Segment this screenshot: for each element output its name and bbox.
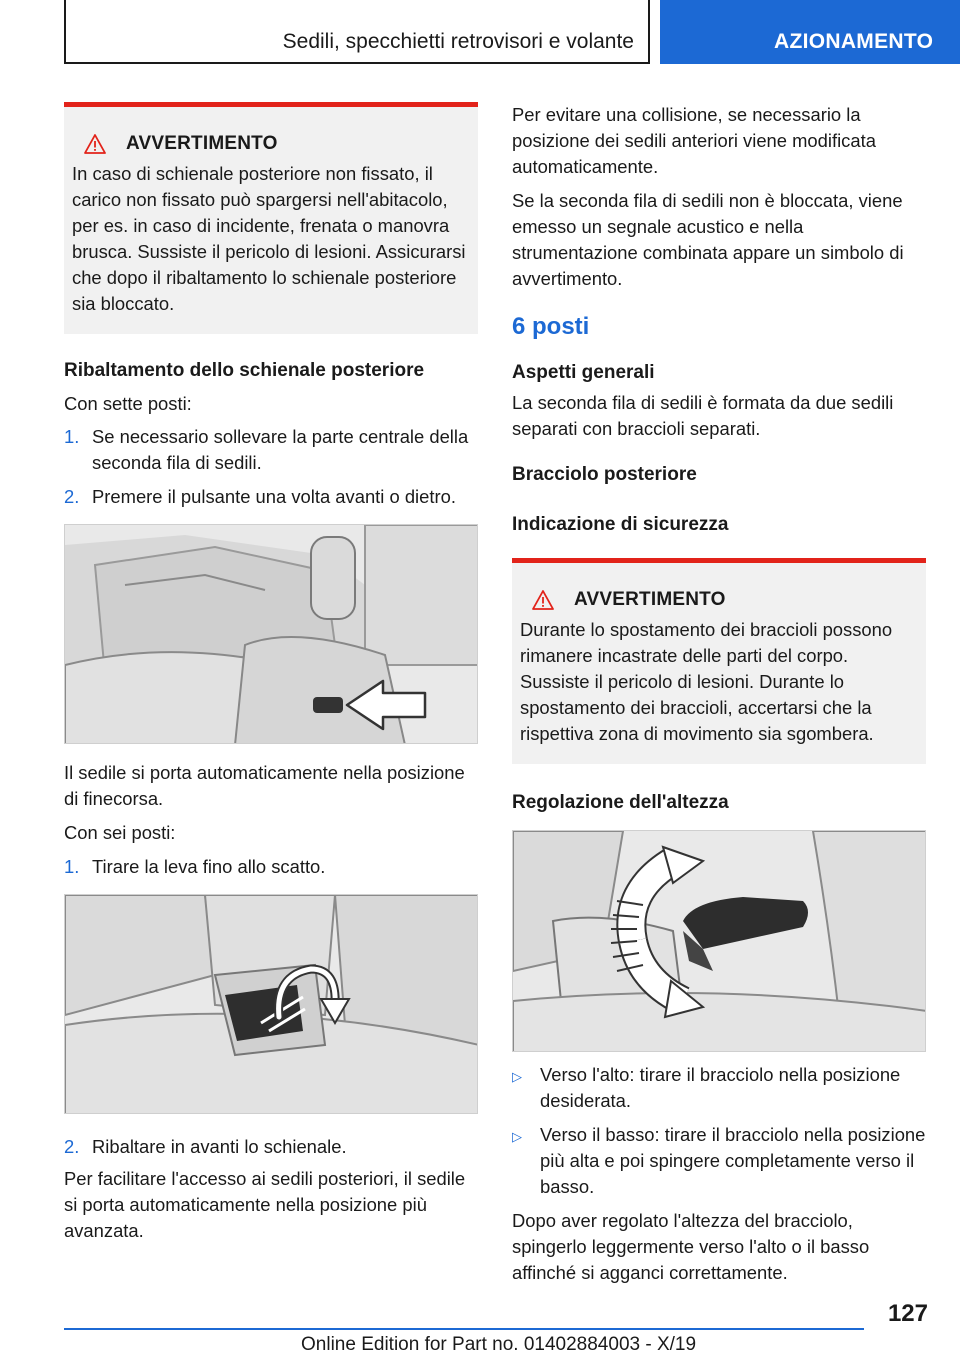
step-text: Ribaltare in avanti lo schienale. bbox=[92, 1136, 347, 1157]
seat-auto-position-text: Il sedile si porta automaticamente nella posizione di finecorsa. bbox=[64, 762, 465, 809]
footer-edition: Online Edition for Part no. 01402884003 - X/19 bbox=[301, 1334, 697, 1355]
seven-seats-label: Con sette posti: bbox=[64, 393, 192, 414]
closing-text-right: Dopo aver regolato l'altezza del bracciolo, spingerlo leggermente verso l'alto o il basso affinché si agganci correttamente. bbox=[512, 1210, 870, 1283]
warning-title: AVVERTIMENTO bbox=[574, 589, 726, 610]
warning-title: AVVERTIMENTO bbox=[126, 133, 278, 154]
header-section-box bbox=[64, 0, 650, 64]
step-text: Premere il pulsante una volta avanti o dietro. bbox=[92, 486, 456, 507]
step-item bbox=[64, 854, 478, 880]
heading-general: Aspetti generali bbox=[512, 362, 655, 383]
steps-six-list-a bbox=[64, 854, 478, 880]
heading-height-adjust: Regolazione dell'altezza bbox=[512, 792, 729, 813]
step-number: 2. bbox=[64, 486, 80, 507]
warning-header bbox=[84, 133, 470, 155]
unlocked-warning-text: Se la seconda fila di sedili non è bloccata, viene emesso un segnale acustico e nella strumentazione combinata appare un simbolo di avvertimento. bbox=[512, 190, 904, 289]
height-adjust-list bbox=[512, 1062, 926, 1200]
warning-box bbox=[64, 102, 478, 334]
step-number: 1. bbox=[64, 426, 80, 447]
bullet-item bbox=[512, 1122, 926, 1200]
page-header bbox=[0, 0, 960, 64]
page-number: 127 bbox=[887, 1300, 928, 1327]
step-text: Se necessario sollevare la parte centrale della seconda fila di sedili. bbox=[92, 426, 469, 473]
closing-text-left: Per facilitare l'accesso ai sedili posteriori, il sedile si porta automaticamente nella posizione più avanzata. bbox=[64, 1168, 466, 1241]
chapter-label: AZIONAMENTO bbox=[774, 30, 934, 53]
heading-safety: Indicazione di sicurezza bbox=[512, 514, 729, 535]
triangle-bullet-icon: ▷ bbox=[512, 1129, 522, 1144]
step-number: 2. bbox=[64, 1136, 80, 1157]
bullet-text: Verso il basso: tirare il bracciolo nella posizione più alta e poi spingere completamente verso il basso. bbox=[540, 1124, 926, 1197]
chapter-tab bbox=[660, 0, 960, 64]
warning-text: In caso di schienale posteriore non fissato, il carico non fissato può spargersi nell'abitacolo, per es. in caso di incidente, frenata o manovra brusca. Sussiste il pericolo di lesioni. Assicurarsi che dopo il ribaltamento lo schienale posteriore sia bloccato. bbox=[72, 163, 466, 314]
section-heading-6-seats: 6 posti bbox=[512, 313, 590, 340]
step-item bbox=[64, 424, 478, 476]
heading-fold-backrest: Ribaltamento dello schienale posteriore bbox=[64, 360, 425, 381]
warning-triangle-icon bbox=[84, 134, 106, 154]
heading-armrest: Bracciolo posteriore bbox=[512, 464, 697, 485]
section-title: Sedili, specchietti retrovisori e volante bbox=[282, 30, 634, 53]
step-item bbox=[64, 1134, 478, 1160]
photo-seat-button bbox=[64, 524, 478, 744]
warning-header bbox=[532, 589, 918, 611]
warning-text: Durante lo spostamento dei braccioli possono rimanere incastrate delle parti del corpo. Sussiste il pericolo di lesioni. Durante lo spostamento dei braccioli, accertarsi che la rispettiva zona di movimento sia sgombera. bbox=[520, 619, 893, 744]
bullet-text: Verso l'alto: tirare il bracciolo nella posizione desiderata. bbox=[540, 1064, 901, 1111]
warning-triangle-icon bbox=[532, 590, 554, 610]
steps-seven-list bbox=[64, 424, 478, 510]
left-column bbox=[64, 102, 478, 1244]
photo-armrest-height bbox=[512, 830, 926, 1052]
general-text: La seconda fila di sedili è formata da due sedili separati con braccioli separati. bbox=[512, 392, 894, 439]
step-text: Tirare la leva fino allo scatto. bbox=[92, 856, 326, 877]
footer-rule bbox=[64, 1328, 864, 1330]
photo-seat-lever bbox=[64, 894, 478, 1114]
triangle-bullet-icon: ▷ bbox=[512, 1069, 522, 1084]
step-item bbox=[64, 484, 478, 510]
collision-text: Per evitare una collisione, se necessario la posizione dei sedili anteriori viene modificata automaticamente. bbox=[512, 104, 876, 177]
step-number: 1. bbox=[64, 856, 80, 877]
steps-six-list-b bbox=[64, 1134, 478, 1160]
six-seats-label: Con sei posti: bbox=[64, 822, 176, 843]
warning-box-armrest bbox=[512, 558, 926, 764]
right-column bbox=[512, 102, 926, 1286]
bullet-item bbox=[512, 1062, 926, 1114]
